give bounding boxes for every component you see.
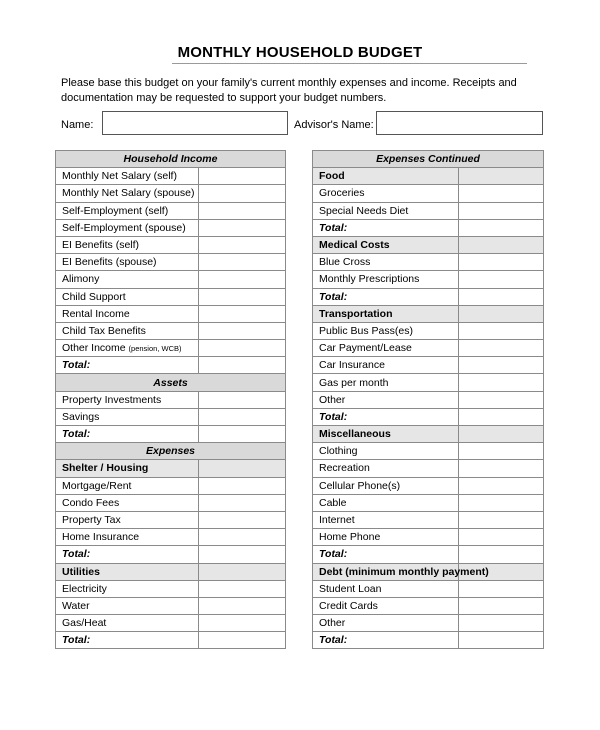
amount-cell[interactable]	[459, 494, 544, 511]
total-row	[56, 426, 286, 443]
row-label-text: Total:	[319, 634, 348, 647]
table-row	[313, 185, 544, 202]
amount-cell[interactable]	[199, 236, 286, 253]
amount-cell[interactable]	[199, 580, 286, 597]
table-row	[56, 615, 286, 632]
page-title: MONTHLY HOUSEHOLD BUDGET	[177, 44, 423, 61]
row-label-text: Water	[62, 599, 90, 612]
amount-cell[interactable]	[199, 615, 286, 632]
total-label	[56, 426, 199, 443]
amount-cell[interactable]	[199, 168, 286, 185]
section-header: Household Income	[56, 151, 286, 168]
total-label	[313, 219, 459, 236]
table-row	[313, 460, 544, 477]
row-label-text: Miscellaneous	[319, 428, 391, 441]
row-label	[313, 615, 459, 632]
row-label-text: Total:	[62, 428, 91, 441]
table-row	[56, 185, 286, 202]
amount-cell[interactable]	[199, 529, 286, 546]
row-label-text: Public Bus Pass(es)	[319, 324, 413, 337]
row-label	[56, 254, 199, 271]
row-label-text: Credit Cards	[319, 599, 378, 612]
row-label-text: Other	[319, 393, 346, 406]
row-label-text: EI Benefits (self)	[62, 239, 140, 252]
table-row	[313, 202, 544, 219]
table-row	[56, 408, 286, 425]
row-label-text: Savings	[62, 410, 100, 423]
section-header: Expenses Continued	[313, 151, 544, 168]
row-label	[56, 511, 199, 528]
total-label	[56, 357, 199, 374]
total-row	[313, 632, 544, 649]
table-row	[56, 529, 286, 546]
table-row	[56, 477, 286, 494]
row-label-text: Property Investments	[62, 393, 162, 406]
category-blank-cell	[199, 563, 286, 580]
amount-cell[interactable]	[459, 185, 544, 202]
table-row	[56, 340, 286, 357]
advisor-name-field[interactable]	[376, 111, 543, 135]
category-blank-cell	[459, 305, 544, 322]
row-label-text: Other	[319, 617, 346, 630]
total-label	[56, 546, 199, 563]
table-row	[313, 271, 544, 288]
total-row	[56, 357, 286, 374]
row-label-text: Utilities	[62, 565, 100, 578]
row-label-text: Cellular Phone(s)	[319, 479, 401, 492]
row-label	[313, 529, 459, 546]
table-row	[56, 597, 286, 614]
total-row	[313, 546, 544, 563]
row-label-text: Other Income	[62, 342, 126, 355]
section-header: Assets	[56, 374, 286, 391]
total-row	[313, 408, 544, 425]
row-label-text: Monthly Net Salary (spouse)	[62, 187, 195, 200]
intro-paragraph	[61, 76, 541, 106]
category-row	[313, 426, 544, 443]
row-label	[56, 529, 199, 546]
category-label	[313, 426, 459, 443]
section-header-row	[313, 151, 544, 168]
total-row	[56, 632, 286, 649]
amount-cell[interactable]	[199, 477, 286, 494]
row-label	[313, 357, 459, 374]
category-label	[56, 460, 199, 477]
row-label-text: Property Tax	[62, 514, 121, 527]
row-label-text: Child Tax Benefits	[62, 324, 146, 337]
category-label	[56, 563, 199, 580]
row-label	[56, 168, 199, 185]
expenses-continued-table	[312, 150, 544, 649]
row-label-text: Recreation	[319, 462, 370, 475]
row-label-text: Total:	[62, 634, 91, 647]
category-row	[56, 460, 286, 477]
section-header: Expenses	[56, 443, 286, 460]
category-blank-cell	[459, 236, 544, 253]
row-label	[56, 322, 199, 339]
table-row	[313, 374, 544, 391]
row-label	[313, 340, 459, 357]
amount-cell[interactable]	[459, 615, 544, 632]
amount-cell[interactable]	[459, 254, 544, 271]
amount-cell[interactable]	[459, 511, 544, 528]
name-label: Name:	[61, 119, 94, 131]
table-row	[56, 305, 286, 322]
amount-cell[interactable]	[199, 597, 286, 614]
row-label-text: Total:	[62, 548, 91, 561]
row-label-text: Blue Cross	[319, 256, 371, 269]
row-label-text: Total:	[319, 290, 348, 303]
table-row	[56, 322, 286, 339]
total-row	[313, 288, 544, 305]
amount-cell[interactable]	[199, 632, 286, 649]
table-row	[313, 391, 544, 408]
row-label	[56, 288, 199, 305]
table-row	[313, 477, 544, 494]
category-blank-cell	[459, 426, 544, 443]
row-label	[56, 408, 199, 425]
row-label	[313, 374, 459, 391]
section-header-row	[56, 151, 286, 168]
row-label	[56, 185, 199, 202]
amount-cell[interactable]	[199, 322, 286, 339]
table-row	[56, 219, 286, 236]
amount-cell[interactable]	[199, 271, 286, 288]
row-label-text: Gas per month	[319, 376, 389, 389]
amount-cell[interactable]	[459, 477, 544, 494]
income-expenses-table	[55, 150, 286, 649]
amount-cell[interactable]	[199, 185, 286, 202]
row-label-text: Student Loan	[319, 582, 382, 595]
amount-cell[interactable]	[459, 340, 544, 357]
row-label-text: Internet	[319, 514, 355, 527]
amount-cell[interactable]	[199, 219, 286, 236]
category-row	[56, 563, 286, 580]
amount-cell[interactable]	[199, 408, 286, 425]
row-label	[313, 271, 459, 288]
row-label-text: Special Needs Diet	[319, 204, 409, 217]
row-label-text: Home Phone	[319, 531, 381, 544]
amount-cell[interactable]	[459, 374, 544, 391]
amount-cell[interactable]	[199, 288, 286, 305]
total-label	[313, 408, 459, 425]
category-label	[313, 563, 489, 580]
table-row	[56, 391, 286, 408]
table-row	[313, 494, 544, 511]
amount-cell[interactable]	[199, 254, 286, 271]
table-row	[313, 615, 544, 632]
row-label-text: Shelter / Housing	[62, 462, 149, 475]
row-label	[56, 615, 199, 632]
intro-line-2: documentation may be requested to support your budget numbers.	[61, 92, 387, 104]
amount-cell[interactable]	[199, 340, 286, 357]
row-label	[56, 236, 199, 253]
table-row	[313, 443, 544, 460]
amount-cell[interactable]	[199, 511, 286, 528]
table-row	[56, 202, 286, 219]
amount-cell[interactable]	[459, 546, 544, 563]
amount-cell[interactable]	[459, 632, 544, 649]
category-label	[313, 305, 459, 322]
row-label-text: Total:	[319, 410, 348, 423]
category-row	[313, 563, 544, 580]
row-label	[313, 580, 459, 597]
total-label	[56, 632, 199, 649]
name-field[interactable]	[102, 111, 288, 135]
table-row	[313, 322, 544, 339]
amount-cell[interactable]	[199, 391, 286, 408]
amount-cell[interactable]	[459, 443, 544, 460]
category-blank-cell	[459, 168, 544, 185]
row-label	[313, 511, 459, 528]
row-label	[313, 322, 459, 339]
amount-cell[interactable]	[199, 546, 286, 563]
total-label	[313, 632, 459, 649]
category-blank-cell	[199, 460, 286, 477]
total-label	[313, 288, 459, 305]
amount-cell[interactable]	[459, 391, 544, 408]
row-label	[56, 305, 199, 322]
table-row	[56, 580, 286, 597]
section-header-row	[56, 443, 286, 460]
row-label	[56, 580, 199, 597]
row-label	[313, 391, 459, 408]
table-row	[56, 511, 286, 528]
category-row	[313, 305, 544, 322]
row-label-text: Debt (minimum monthly payment)	[319, 565, 489, 578]
amount-cell[interactable]	[459, 322, 544, 339]
row-label-text: Car Payment/Lease	[319, 342, 412, 355]
amount-cell[interactable]	[199, 494, 286, 511]
row-label-text: Self-Employment (self)	[62, 204, 169, 217]
row-label-text: Cable	[319, 496, 347, 509]
row-label-text: Total:	[319, 548, 348, 561]
section-header-row	[56, 374, 286, 391]
category-label	[313, 236, 459, 253]
amount-cell[interactable]	[459, 202, 544, 219]
table-row	[313, 511, 544, 528]
amount-cell[interactable]	[199, 426, 286, 443]
row-label	[56, 271, 199, 288]
row-label-text: Medical Costs	[319, 239, 390, 252]
row-label-text: Total:	[62, 359, 91, 372]
table-row	[313, 340, 544, 357]
category-label	[313, 168, 459, 185]
row-note: (pension, WCB)	[128, 344, 182, 354]
row-label-text: Mortgage/Rent	[62, 479, 132, 492]
total-row	[313, 219, 544, 236]
row-label	[313, 477, 459, 494]
amount-cell[interactable]	[459, 580, 544, 597]
row-label-text: Monthly Prescriptions	[319, 273, 420, 286]
row-label	[56, 340, 199, 357]
total-label	[313, 546, 459, 563]
table-row	[313, 357, 544, 374]
table-row	[56, 271, 286, 288]
row-label	[56, 391, 199, 408]
total-row	[56, 546, 286, 563]
row-label	[313, 443, 459, 460]
category-row	[313, 236, 544, 253]
row-label-text: Food	[319, 170, 345, 183]
amount-cell[interactable]	[459, 357, 544, 374]
row-label-text: Total:	[319, 221, 348, 234]
table-row	[56, 236, 286, 253]
amount-cell[interactable]	[459, 460, 544, 477]
row-label-text: Car Insurance	[319, 359, 385, 372]
amount-cell[interactable]	[459, 529, 544, 546]
row-label-text: Groceries	[319, 187, 365, 200]
row-label	[56, 477, 199, 494]
row-label-text: Monthly Net Salary (self)	[62, 170, 177, 183]
row-label-text: Alimony	[62, 273, 100, 286]
amount-cell[interactable]	[199, 305, 286, 322]
row-label-text: EI Benefits (spouse)	[62, 256, 157, 269]
table-row	[56, 254, 286, 271]
row-label-text: Home Insurance	[62, 531, 140, 544]
amount-cell[interactable]	[459, 271, 544, 288]
row-label	[56, 219, 199, 236]
amount-cell[interactable]	[459, 408, 544, 425]
row-label	[56, 202, 199, 219]
row-label-text: Condo Fees	[62, 496, 120, 509]
row-label	[56, 597, 199, 614]
row-label-text: Child Support	[62, 290, 126, 303]
row-label-text: Rental Income	[62, 307, 130, 320]
row-label-text: Self-Employment (spouse)	[62, 221, 186, 234]
row-label-text: Clothing	[319, 445, 358, 458]
table-row	[56, 168, 286, 185]
row-label-text: Gas/Heat	[62, 617, 107, 630]
title-underline	[172, 63, 527, 64]
row-label	[313, 494, 459, 511]
amount-cell[interactable]	[459, 288, 544, 305]
row-label-text: Electricity	[62, 582, 107, 595]
amount-cell[interactable]	[459, 219, 544, 236]
advisor-name-label: Advisor's Name:	[294, 119, 374, 131]
amount-cell[interactable]	[459, 597, 544, 614]
table-row	[313, 254, 544, 271]
row-label	[313, 185, 459, 202]
row-label	[56, 494, 199, 511]
row-label	[313, 254, 459, 271]
table-row	[313, 529, 544, 546]
table-row	[56, 494, 286, 511]
intro-line-1: Please base this budget on your family's current monthly expenses and income. Receipts and	[61, 77, 517, 89]
table-row	[313, 580, 544, 597]
category-row	[313, 168, 544, 185]
amount-cell[interactable]	[199, 357, 286, 374]
row-label-text: Transportation	[319, 307, 393, 320]
row-label	[313, 460, 459, 477]
table-row	[313, 597, 544, 614]
amount-cell[interactable]	[199, 202, 286, 219]
row-label	[313, 202, 459, 219]
table-row	[56, 288, 286, 305]
row-label	[313, 597, 459, 614]
